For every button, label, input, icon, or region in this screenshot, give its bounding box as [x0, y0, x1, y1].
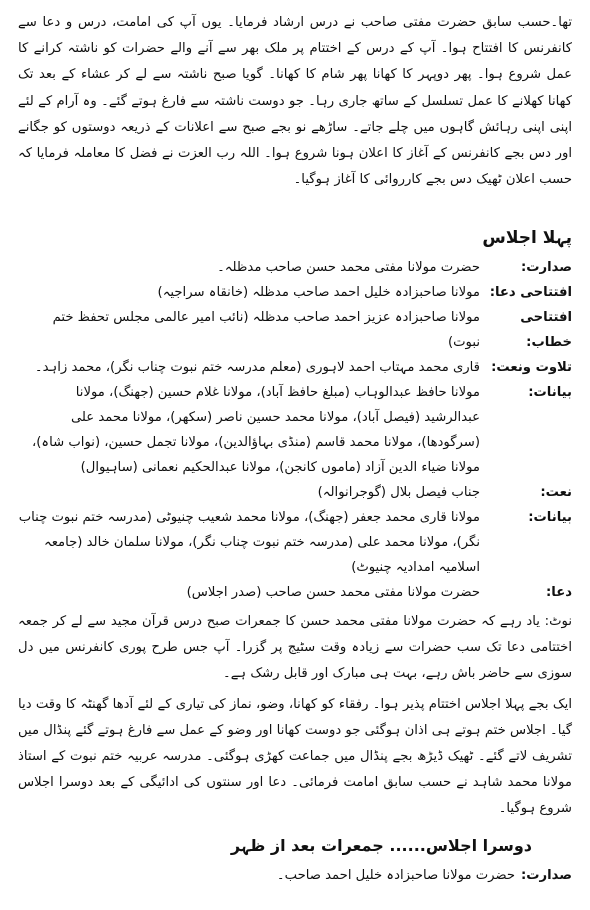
session2-heading: دوسرا اجلاس...... جمعرات بعد از ظہر [230, 835, 532, 855]
row-label: صدارت: [521, 260, 572, 275]
schedule-row [18, 305, 572, 355]
row-label: نعت: [540, 485, 572, 500]
schedule-row [18, 280, 572, 305]
schedule-row [18, 580, 572, 605]
note-paragraph: نوٹ: یاد رہے کہ حضرت مولانا مفتی محمد حسن کا جمعرات صبح درس قرآن مجید سے لے کر جمعہ اختتامی دعا تک سب حضرات سے زیادہ وقت سٹیج پر گزرا۔ آپ جس طرح پوری کانفرنس میں دل سوزی سے حاضر باش رہے، بہت ہی مبارک اور قابل رشک ہے۔ [18, 614, 572, 682]
session1-heading: پہلا اجلاس [482, 228, 572, 248]
row-value: مولانا حافظ عبدالوہاب (مبلغ حافظ آباد)، مولانا غلام حسین (جھنگ)، مولانا عبدالرشید (فیصل آباد)، مولانا محمد حسین ناصر (سکھر)، مولانا محمد علی (سرگودھا)، مولانا محمد قاسم (منڈی بہاؤالدین)، مولانا تجمل حسین، (نواب شاہ)، مولانا ضیاء الدین آزاد (ماموں کانجن)، مولانا عبدالحکیم نعمانی (ساہیوال) [32, 385, 480, 475]
schedule-row [18, 255, 572, 280]
row-value: حضرت مولانا مفتی محمد حسن صاحب مدظلہ۔ [217, 260, 480, 275]
presidency-value: حضرت مولانا صاحبزادہ خلیل احمد صاحب۔ [276, 867, 515, 883]
closing-paragraph: ایک بجے پہلا اجلاس اختتام پذیر ہوا۔ رفقاء کو کھانا، وضو، نماز کی تیاری کے لئے آدھا گھنٹہ کا وقت دیا گیا۔ اجلاس ختم ہوتے ہی اذان ہوگئی جو دوست کھانا اور وضو کے عمل سے فارغ ہوتے گئے پنڈال میں تشریف لاتے گئے۔ ٹھیک ڈیڑھ بجے پنڈال میں جماعت کھڑی ہوگئی۔ مدرسہ عربیہ ختم نبوت کے استاذ مولانا محمد شاہد نے حسب سابق امامت فرمائی۔ دعا اور سنتوں کی ادائیگی کے بعد دوسرا اجلاس شروع ہوگیا۔ [18, 696, 572, 817]
session1-schedule [18, 255, 572, 605]
row-label: دعا: [545, 585, 572, 600]
row-label: افتتاحی دعا: [489, 285, 572, 300]
row-value: مولانا صاحبزادہ عزیز احمد صاحب مدظلہ (نائب امیر عالمی مجلس تحفظ ختم نبوت) [52, 310, 480, 350]
presidency-label: صدارت: [521, 867, 572, 883]
intro-paragraph: تھا۔حسب سابق حضرت مفتی صاحب نے درس ارشاد فرمایا۔ یوں آپ کی امامت، درس و دعا سے کانفرنس کا افتتاح ہوا۔ آپ کے درس کے اختتام پر ملک بھر سے آنے والے حضرات کو ناشتہ کرانے کا عمل شروع ہوا۔ پھر دوپہر کا کھانا پھر شام کا کھانا۔ گویا صبح ناشتہ سے لے کر عشاء کے بعد تک کھانا کھلانے کا عمل تسلسل کے ساتھ جاری رہا۔ جو دوست ناشتہ سے فارغ ہوتے گئے۔ وہ آرام کے لئے اپنی اپنی رہائش گاہوں میں چلے جاتے۔ ساڑھے نو بجے صبح سے اعلانات کے ذریعہ دوستوں کو جگانے اور دس بجے کانفرنس کے آغاز کا اعلان ہونا شروع ہوا۔ اللہ رب العزت نے فضل کا معاملہ فرمایا کہ حسب اعلان ٹھیک دس بجے کارروائی کا آغاز ہوگیا۔ [18, 15, 572, 188]
schedule-row [18, 505, 572, 580]
row-value: جناب فیصل بلال (گوجرانوالہ) [317, 485, 480, 500]
schedule-row [18, 480, 572, 505]
row-value: مولانا قاری محمد جعفر (جھنگ)، مولانا محمد شعیب چنیوٹی (مدرسہ ختم نبوت چناب نگر)، مولانا محمد علی (مدرسہ ختم نبوت چناب نگر)، مولانا سلمان خالد (جامعہ اسلامیہ امدادیہ چنیوٹ) [18, 510, 480, 575]
row-label: افتتاحی خطاب: [520, 310, 572, 350]
row-value: مولانا صاحبزادہ خلیل احمد صاحب مدظلہ (خانقاہ سراجیہ) [157, 285, 480, 300]
row-value: حضرت مولانا مفتی محمد حسن صاحب (صدر اجلاس) [186, 585, 480, 600]
row-label: بیانات: [528, 385, 572, 400]
document-page [18, 10, 572, 910]
row-value: قاری محمد مہتاب احمد لاہوری (معلم مدرسہ ختم نبوت چناب نگر)، محمد زاہد۔ [34, 360, 480, 375]
session2-presidency-row [18, 863, 572, 888]
row-label: بیانات: [528, 510, 572, 525]
row-label: تلاوت ونعت: [491, 360, 572, 375]
schedule-row [18, 380, 572, 480]
schedule-row [18, 355, 572, 380]
